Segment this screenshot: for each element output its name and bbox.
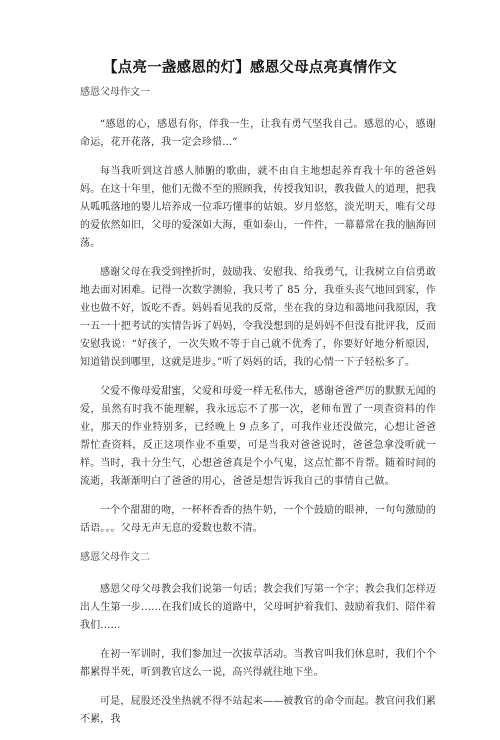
section-heading-1: 感恩父母作文一 — [80, 87, 150, 98]
article-title: 【点亮一盏感恩的灯】感恩父母点亮真情作文 — [103, 60, 397, 76]
article-body — [80, 84, 436, 740]
paragraph: 感谢父母在我受到挫折时，鼓励我、安慰我、给我勇气，让我树立自信勇敢地去面对困难。记得一次数学测验，我只考了 85 分，我垂头丧气地回到家，作业也做不好，饭吃不香。妈妈看见我的反常，坐在我的身边和蔼地问我原因，我一五一十把考试的实情告诉了妈妈，令我没想到的是妈妈不但没有批评我，反而安慰我说：“好孩子，一次失败不等于自己就不优秀了，你要好好地分析原因，知道错误到哪里，这就是进步。”听了妈妈的话，我的心情一下子轻松多了。 — [80, 267, 436, 368]
section-heading-2: 感恩父母作文二 — [80, 552, 150, 563]
paragraph: 一个个甜甜的吻，一杯杯香香的热牛奶，一个个鼓励的眼神，一句句激励的话语。。。父母无声无息的爱数也数不清。 — [80, 505, 436, 534]
paragraph: 每当我听到这首感人肺腑的歌曲，就不由自主地想起养育我十年的爸爸妈妈。在这十年里，他们无微不至的照顾我，传授我知识，教我做人的道理，把我从呱呱落地的婴儿培养成一位乖巧懂事的姑娘。岁月悠悠，淡光明天，唯有父母的爱依然如旧，父母的爱深如大海，重如泰山，一件件，一幕幕常在我的脑海回荡。 — [80, 166, 436, 249]
paragraph: 可是，屁股还没坐热就不得不站起来——被教官的命令而起。教官问我们累不累，我 — [80, 696, 436, 725]
paragraph: “感恩的心，感恩有你，伴我一生，让我有勇气坚我自己。感恩的心，感谢命运，花开花落，我一定会珍惜…” — [80, 119, 436, 148]
paragraph: 父爱不像母爱甜蜜，父爱和母爱一样无私伟大，感谢爸爸严厉的默默无闻的爱，虽然有时我不能理解，我永远忘不了那一次，老师布置了一项查资料的作业，那天的作业特别多，已经晚上 9 点多了，可我作业还没做完，心想让爸爸帮忙查资料，反正这项作业不重要，可是当我对爸爸说时，爸爸急拿没听就一样。当时，我十分生气，心想爸爸真是个小气鬼，这点忙都不肯帮。随着时间的流逝，我渐渐明白了爸爸的用心，爸爸是想告诉我自己的事情自己做。 — [80, 386, 436, 487]
paragraph: 在初一军训时，我们参加过一次拔草活动。当教官叫我们休息时，我们个个都累得半死，听到教官这么一说，高兴得就往地下坐。 — [80, 649, 436, 678]
paragraph: 感恩父母父母教会我们说第一句话；教会我们写第一个字；教会我们怎样迈出人生第一步……在我们成长的道路中，父母呵护着我们、鼓励着我们、陪伴着我们…… — [80, 584, 436, 631]
